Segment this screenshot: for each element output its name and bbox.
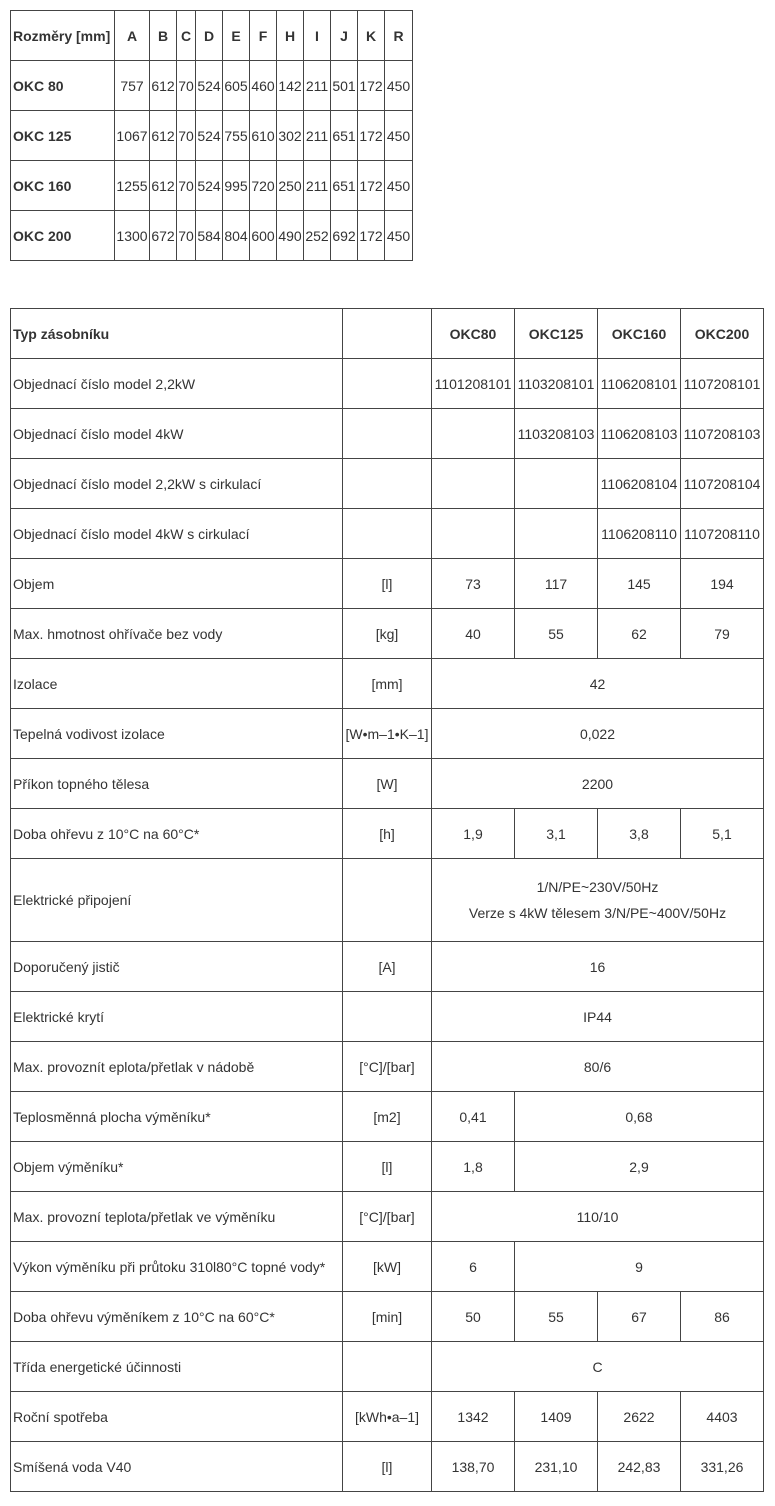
dimension-column-header: H (277, 11, 304, 61)
dimension-value: 755 (223, 111, 250, 161)
spec-unit: [kWh•a–1] (343, 1392, 432, 1442)
model-name: OKC 80 (11, 61, 115, 111)
spec-value: 62 (598, 609, 681, 659)
spec-value: 1107208101 (681, 359, 764, 409)
dimension-value: 1255 (115, 161, 150, 211)
dimension-value: 70 (177, 111, 196, 161)
spec-value (432, 409, 515, 459)
spec-value: IP44 (432, 992, 764, 1042)
spec-value: 1103208101 (515, 359, 598, 409)
model-name: OKC 125 (11, 111, 115, 161)
spec-row (11, 659, 764, 709)
spec-row (11, 559, 764, 609)
spec-value: 331,26 (681, 1442, 764, 1492)
spec-unit: [l] (343, 1142, 432, 1192)
spec-unit: [°C]/[bar] (343, 1192, 432, 1242)
dimension-value: 612 (150, 61, 177, 111)
spec-unit: [m2] (343, 1092, 432, 1142)
model-column-header: OKC200 (681, 309, 764, 359)
spec-value: 0,022 (432, 709, 764, 759)
spec-row (11, 609, 764, 659)
spec-row (11, 1342, 764, 1392)
dimension-value: 804 (223, 211, 250, 261)
spec-label: Roční spotřeba (11, 1392, 343, 1442)
dimension-value: 524 (196, 111, 223, 161)
dimensions-row (11, 111, 413, 161)
spec-label: Smíšená voda V40 (11, 1442, 343, 1492)
connection-line-1: 1/N/PE~230V/50Hz (536, 879, 659, 895)
dimension-value: 995 (223, 161, 250, 211)
spec-unit (343, 459, 432, 509)
spec-unit: [kg] (343, 609, 432, 659)
spec-value: 79 (681, 609, 764, 659)
spec-row (11, 1192, 764, 1242)
spec-value: 1,8 (432, 1142, 515, 1192)
dimension-value: 524 (196, 61, 223, 111)
dimension-value: 450 (385, 61, 413, 111)
dimensions-title: Rozměry [mm] (11, 11, 115, 61)
spec-value: 1107208110 (681, 509, 764, 559)
spec-value: 1106208103 (598, 409, 681, 459)
spec-unit: [l] (343, 559, 432, 609)
spec-value: 6 (432, 1242, 515, 1292)
spec-row (11, 1392, 764, 1442)
spec-unit (343, 992, 432, 1042)
spec-value: 2622 (598, 1392, 681, 1442)
spec-row (11, 1092, 764, 1142)
dimension-value: 450 (385, 111, 413, 161)
unit-column-header (343, 309, 432, 359)
dimension-column-header: E (223, 11, 250, 61)
model-column-header: OKC125 (515, 309, 598, 359)
spec-row (11, 809, 764, 859)
spec-label: Doba ohřevu z 10°C na 60°C* (11, 809, 343, 859)
model-name: OKC 200 (11, 211, 115, 261)
spec-value: 3,1 (515, 809, 598, 859)
spec-unit: [l] (343, 1442, 432, 1492)
dimension-value: 610 (250, 111, 277, 161)
spec-value: 231,10 (515, 1442, 598, 1492)
spec-value: 0,41 (432, 1092, 515, 1142)
dimension-column-header: I (304, 11, 331, 61)
spec-value: 145 (598, 559, 681, 609)
spec-row (11, 1292, 764, 1342)
spec-value: 1106208104 (598, 459, 681, 509)
spec-label: Objednací číslo model 2,2kW s cirkulací (11, 459, 343, 509)
spec-value: 1,9 (432, 809, 515, 859)
spec-label: Výkon výměníku při průtoku 310l80°C topné vody* (11, 1242, 343, 1292)
spec-value: 1106208101 (598, 359, 681, 409)
spec-label: Objednací číslo model 2,2kW (11, 359, 343, 409)
spec-label: Max. provozní teplota/přetlak ve výměníku (11, 1192, 343, 1242)
spec-value: 1107208103 (681, 409, 764, 459)
dimension-value: 450 (385, 211, 413, 261)
spec-label: Elektrické krytí (11, 992, 343, 1042)
spec-value: 1107208104 (681, 459, 764, 509)
spec-value: 1409 (515, 1392, 598, 1442)
spec-value: 50 (432, 1292, 515, 1342)
dimension-value: 490 (277, 211, 304, 261)
spec-unit: [kW] (343, 1242, 432, 1292)
dimension-value: 605 (223, 61, 250, 111)
spec-unit (343, 859, 432, 942)
spec-value: 194 (681, 559, 764, 609)
spec-value: 67 (598, 1292, 681, 1342)
spec-value: 16 (432, 942, 764, 992)
dimension-value: 302 (277, 111, 304, 161)
spec-value: 1106208110 (598, 509, 681, 559)
spec-row (11, 709, 764, 759)
dimension-column-header: D (196, 11, 223, 61)
spec-row (11, 992, 764, 1042)
dimension-column-header: B (150, 11, 177, 61)
dimension-column-header: A (115, 11, 150, 61)
spec-unit: [min] (343, 1292, 432, 1342)
spec-value: 110/10 (432, 1192, 764, 1242)
spec-value: 9 (515, 1242, 764, 1292)
dimension-value: 612 (150, 111, 177, 161)
connection-line-2: Verze s 4kW tělesem 3/N/PE~400V/50Hz (468, 905, 727, 921)
spec-value: 1101208101 (432, 359, 515, 409)
spec-label: Objem výměníku* (11, 1142, 343, 1192)
dimension-value: 142 (277, 61, 304, 111)
spec-value: 1342 (432, 1392, 515, 1442)
spec-row (11, 1142, 764, 1192)
dimension-value: 672 (150, 211, 177, 261)
spec-label: Teplosměnná plocha výměníku* (11, 1092, 343, 1142)
spec-value: 242,83 (598, 1442, 681, 1492)
model-column-header: OKC80 (432, 309, 515, 359)
dimension-value: 211 (304, 61, 331, 111)
model-column-header: OKC160 (598, 309, 681, 359)
dimension-column-header: C (177, 11, 196, 61)
dimension-column-header: K (358, 11, 385, 61)
spec-value: C (432, 1342, 764, 1392)
spec-unit: [mm] (343, 659, 432, 709)
spec-value (432, 859, 764, 942)
dimension-column-header: R (385, 11, 413, 61)
spec-value: 42 (432, 659, 764, 709)
spec-unit: [W] (343, 759, 432, 809)
spec-unit (343, 409, 432, 459)
spec-value: 0,68 (515, 1092, 764, 1142)
spec-row (11, 859, 764, 942)
spec-label: Třída energetické účinnosti (11, 1342, 343, 1392)
dimension-value: 211 (304, 111, 331, 161)
spec-value: 2,9 (515, 1142, 764, 1192)
spec-value: 138,70 (432, 1442, 515, 1492)
dimension-value: 460 (250, 61, 277, 111)
spec-row (11, 509, 764, 559)
spec-value (432, 459, 515, 509)
dimension-value: 1300 (115, 211, 150, 261)
dimension-value: 70 (177, 161, 196, 211)
dimension-value: 172 (358, 161, 385, 211)
spec-row (11, 1042, 764, 1092)
spec-unit: [W•m–1•K–1] (343, 709, 432, 759)
spec-row (11, 759, 764, 809)
spec-value: 55 (515, 609, 598, 659)
specifications-table (10, 308, 764, 1492)
spec-label: Objem (11, 559, 343, 609)
spec-label: Tepelná vodivost izolace (11, 709, 343, 759)
dimension-value: 450 (385, 161, 413, 211)
spec-value: 3,8 (598, 809, 681, 859)
dimension-value: 70 (177, 61, 196, 111)
dimension-value: 250 (277, 161, 304, 211)
dimension-value: 600 (250, 211, 277, 261)
dimensions-row (11, 161, 413, 211)
spec-value: 117 (515, 559, 598, 609)
spec-unit: [A] (343, 942, 432, 992)
spec-value: 5,1 (681, 809, 764, 859)
model-name: OKC 160 (11, 161, 115, 211)
dimension-value: 70 (177, 211, 196, 261)
spec-row (11, 459, 764, 509)
spec-row (11, 1242, 764, 1292)
spec-unit (343, 359, 432, 409)
dimensions-header-row (11, 11, 413, 61)
dimension-value: 252 (304, 211, 331, 261)
dimension-value: 501 (331, 61, 358, 111)
spec-value (432, 509, 515, 559)
dimension-value: 172 (358, 111, 385, 161)
spec-label: Příkon topného tělesa (11, 759, 343, 809)
dimensions-table (10, 10, 413, 261)
spec-label: Max. provoznít eplota/přetlak v nádobě (11, 1042, 343, 1092)
dimensions-row (11, 61, 413, 111)
spec-value: 2200 (432, 759, 764, 809)
dimension-value: 720 (250, 161, 277, 211)
dimension-value: 612 (150, 161, 177, 211)
spec-value: 55 (515, 1292, 598, 1342)
spec-value: 86 (681, 1292, 764, 1342)
dimension-column-header: F (250, 11, 277, 61)
spec-label: Objednací číslo model 4kW (11, 409, 343, 459)
spec-unit: [h] (343, 809, 432, 859)
dimension-value: 524 (196, 161, 223, 211)
spec-label: Doba ohřevu výměníkem z 10°C na 60°C* (11, 1292, 343, 1342)
spec-row (11, 942, 764, 992)
spec-row (11, 409, 764, 459)
spec-unit (343, 509, 432, 559)
dimension-value: 172 (358, 61, 385, 111)
spec-value: 4403 (681, 1392, 764, 1442)
spec-value (515, 509, 598, 559)
spec-unit (343, 1342, 432, 1392)
spec-header-row (11, 309, 764, 359)
dimension-column-header: J (331, 11, 358, 61)
spec-row (11, 1442, 764, 1492)
dimension-value: 211 (304, 161, 331, 211)
dimensions-row (11, 211, 413, 261)
spec-value: 80/6 (432, 1042, 764, 1092)
dimension-value: 1067 (115, 111, 150, 161)
dimension-value: 172 (358, 211, 385, 261)
spec-label: Izolace (11, 659, 343, 709)
spec-value: 40 (432, 609, 515, 659)
spec-label: Elektrické připojení (11, 859, 343, 942)
spec-label: Max. hmotnost ohřívače bez vody (11, 609, 343, 659)
spec-value (515, 459, 598, 509)
spec-label: Objednací číslo model 4kW s cirkulací (11, 509, 343, 559)
spec-value: 73 (432, 559, 515, 609)
spec-label: Doporučený jistič (11, 942, 343, 992)
dimension-value: 757 (115, 61, 150, 111)
spec-title: Typ zásobníku (11, 309, 343, 359)
dimension-value: 651 (331, 161, 358, 211)
spec-unit: [°C]/[bar] (343, 1042, 432, 1092)
dimension-value: 584 (196, 211, 223, 261)
spec-row (11, 359, 764, 409)
dimension-value: 692 (331, 211, 358, 261)
spec-value: 1103208103 (515, 409, 598, 459)
dimension-value: 651 (331, 111, 358, 161)
